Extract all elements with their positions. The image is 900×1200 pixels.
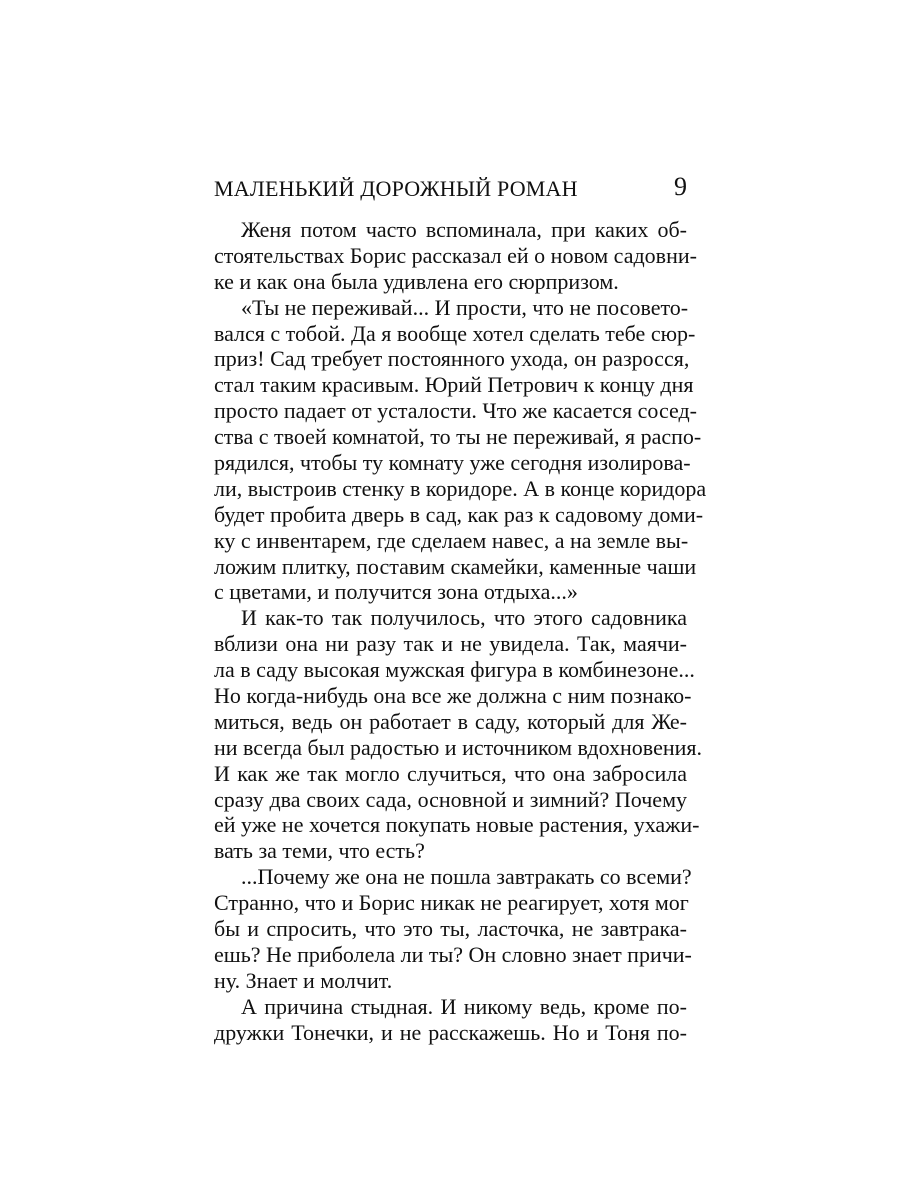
body-text xyxy=(214,217,707,1046)
text-line: ни всегда был радостью и источником вдохновения. xyxy=(214,734,702,760)
page-number: 9 xyxy=(674,172,687,201)
text-line: ку с инвентарем, где сделаем навес, а на земле вы- xyxy=(214,527,689,553)
text-line: ла в саду высокая мужская фигура в комбинезоне... xyxy=(214,657,695,683)
text-line: И как же так могло случиться, что она забросила xyxy=(214,760,687,786)
text-line: рядился, чтобы ту комнату уже сегодня изолирова- xyxy=(214,450,691,476)
text-line: ну. Знает и молчит. xyxy=(214,967,393,993)
text-line: Странно, что и Борис никак не реагирует, хотя мог xyxy=(214,890,689,916)
text-line: вблизи она ни разу так и не увидела. Так, маячи- xyxy=(214,631,687,657)
text-line: ...Почему же она не пошла завтракать со всеми? xyxy=(241,864,692,890)
paragraph xyxy=(214,994,687,1046)
text-line: просто падает от усталости. Что же касается сосед- xyxy=(214,398,697,424)
text-line: вать за теми, что есть? xyxy=(214,838,425,864)
text-line: А причина стыдная. И никому ведь, кроме по- xyxy=(241,993,687,1019)
paragraph xyxy=(214,864,692,993)
text-line: приз! Сад требует постоянного ухода, он разросся, xyxy=(214,346,690,372)
text-line: Но когда-нибудь она все же должна с ним познако- xyxy=(214,683,692,709)
paragraph xyxy=(214,217,697,295)
text-line: ей уже не хочется покупать новые растения, ухажи- xyxy=(214,812,700,838)
text-line: ства с твоей комнатой, то ты не переживай, я распо- xyxy=(214,424,702,450)
text-line: будет пробита дверь в сад, как раз к садовому доми- xyxy=(214,501,704,527)
running-head xyxy=(214,172,687,208)
text-line: «Ты не переживай... И прости, что не посовето- xyxy=(241,294,689,320)
text-line: с цветами, и получится зона отдыха...» xyxy=(214,579,578,605)
text-line: ке и как она была удивлена его сюрпризом. xyxy=(214,268,619,294)
text-line: ешь? Не приболела ли ты? Он словно знает причи- xyxy=(214,941,692,967)
text-line: бы и спросить, что это ты, ласточка, не завтрака- xyxy=(214,916,687,942)
text-line: стоятельствах Борис рассказал ей о новом садовни- xyxy=(214,242,697,268)
book-page xyxy=(214,0,707,1200)
text-line: дружки Тонечки, и не расскажешь. Но и Тоня по- xyxy=(214,1019,687,1045)
text-line: миться, ведь он работает в саду, который для Же- xyxy=(214,708,687,734)
text-line: ли, выстроив стенку в коридоре. А в конце коридора xyxy=(214,475,707,501)
text-line: ложим плитку, поставим скамейки, каменные чаши xyxy=(214,553,697,579)
text-line: стал таким красивым. Юрий Петрович к концу дня xyxy=(214,372,694,398)
text-line: вался с тобой. Да я вообще хотел сделать тебе сюр- xyxy=(214,320,696,346)
text-line: И как-то так получилось, что этого садовника xyxy=(241,605,687,631)
paragraph xyxy=(214,294,707,606)
text-line: Женя потом часто вспоминала, при каких об- xyxy=(241,217,687,242)
running-title: МАЛЕНЬКИЙ ДОРОЖНЫЙ РОМАН xyxy=(214,176,578,201)
paragraph xyxy=(214,605,702,864)
text-line: сразу два своих сада, основной и зимний? Почему xyxy=(214,786,687,812)
